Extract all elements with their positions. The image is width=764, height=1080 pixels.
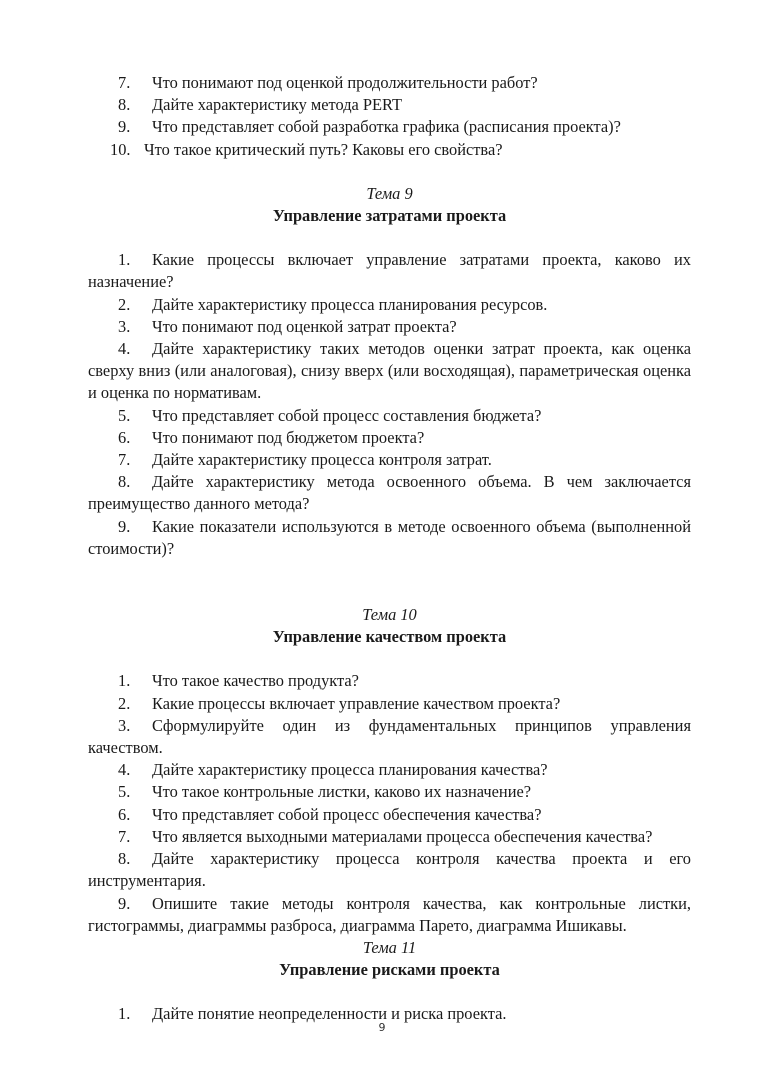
question-item bbox=[88, 94, 691, 116]
question-number: 8. bbox=[118, 849, 131, 869]
question-number: 1. bbox=[118, 250, 131, 270]
question-number: 5. bbox=[118, 782, 131, 802]
question-item bbox=[88, 670, 691, 692]
question-item bbox=[88, 471, 691, 515]
question-number: 1. bbox=[118, 671, 131, 691]
question-number: 7. bbox=[118, 73, 131, 92]
question-text: Что такое контрольные листки, каково их назначение? bbox=[152, 782, 532, 802]
question-number: 4. bbox=[118, 760, 131, 780]
question-number: 3. bbox=[118, 715, 131, 735]
question-number: 9. bbox=[118, 117, 131, 137]
question-text: Что является выходными материалами процесса обеспечения качества? bbox=[152, 826, 653, 846]
question-item bbox=[88, 893, 691, 937]
question-item bbox=[88, 249, 691, 293]
question-item bbox=[88, 294, 691, 316]
question-item bbox=[88, 449, 691, 471]
question-item bbox=[88, 715, 691, 759]
theme-title: Тема 11 bbox=[362, 937, 417, 957]
question-number: 8. bbox=[118, 95, 131, 115]
question-text: Дайте характеристику процесса контроля качества проекта и его инструментария. bbox=[88, 849, 691, 891]
question-text: Какие процессы включает управление затратами проекта, каково их назначение? bbox=[88, 250, 691, 292]
question-text: Дайте характеристику таких методов оценки затрат проекта, как оценка сверху вниз (или аналоговая), снизу вверх (или восходящая), параметрическая оценка и оценка по нормативам. bbox=[88, 339, 691, 403]
question-number: 7. bbox=[118, 450, 131, 470]
question-item bbox=[88, 826, 691, 848]
question-number: 5. bbox=[118, 405, 131, 425]
question-text: Дайте характеристику процесса планирования качества? bbox=[152, 760, 548, 780]
question-number: 6. bbox=[118, 427, 131, 447]
question-number: 9. bbox=[118, 893, 131, 913]
question-item bbox=[88, 693, 691, 715]
intro-question-list bbox=[88, 72, 691, 161]
question-text: Сформулируйте один из фундаментальных принципов управления качеством. bbox=[88, 715, 691, 758]
question-text: Что представляет собой разработка графика (расписания проекта)? bbox=[152, 117, 621, 137]
question-number: 7. bbox=[118, 826, 131, 846]
question-item bbox=[88, 516, 691, 560]
question-item bbox=[88, 804, 691, 826]
question-text: Дайте характеристику процесса планирования ресурсов. bbox=[152, 294, 548, 314]
question-item bbox=[88, 116, 691, 138]
document-page bbox=[88, 72, 691, 1026]
question-text: Какие показатели используются в методе освоенного объема (выполненной стоимости)? bbox=[88, 516, 691, 558]
question-item bbox=[88, 848, 691, 892]
question-number: 10. bbox=[110, 139, 131, 159]
question-number: 4. bbox=[118, 339, 131, 359]
question-item bbox=[88, 139, 691, 161]
theme-heading: Управление рисками проекта bbox=[279, 960, 500, 980]
question-item bbox=[88, 781, 691, 803]
question-item bbox=[88, 405, 691, 427]
question-number: 8. bbox=[118, 472, 131, 492]
question-number: 1. bbox=[118, 1004, 131, 1024]
question-number: 3. bbox=[118, 316, 131, 336]
question-item bbox=[88, 72, 691, 94]
question-item bbox=[88, 338, 691, 405]
question-number: 6. bbox=[118, 804, 131, 824]
question-text: Что понимают под бюджетом проекта? bbox=[152, 427, 425, 447]
question-text: Дайте характеристику метода освоенного объема. В чем заключается преимущество данного метода? bbox=[88, 472, 691, 514]
question-text: Что понимают под оценкой затрат проекта? bbox=[152, 316, 457, 336]
question-number: 2. bbox=[118, 294, 131, 314]
question-item bbox=[88, 316, 691, 338]
question-text: Дайте понятие неопределенности и риска проекта. bbox=[152, 1004, 507, 1024]
page-number: 9 bbox=[378, 1021, 386, 1034]
question-text: Что понимают под оценкой продолжительности работ? bbox=[152, 73, 538, 92]
question-text: Что представляет собой процесс составления бюджета? bbox=[152, 405, 542, 425]
question-text: Какие процессы включает управление качеством проекта? bbox=[152, 693, 561, 713]
theme-title: Тема 9 bbox=[366, 183, 413, 203]
question-number: 9. bbox=[118, 516, 131, 536]
question-text: Что такое критический путь? Каковы его свойства? bbox=[144, 139, 503, 159]
question-item bbox=[88, 427, 691, 449]
question-text: Дайте характеристику процесса контроля затрат. bbox=[152, 450, 492, 470]
question-text: Что такое качество продукта? bbox=[152, 671, 359, 691]
question-text: Что представляет собой процесс обеспечения качества? bbox=[152, 804, 542, 824]
section-theme-10 bbox=[88, 604, 691, 937]
section-theme-11 bbox=[88, 937, 691, 1026]
question-text: Опишите такие методы контроля качества, как контрольные листки, гистограммы, диаграммы разброса, диаграмма Парето, диаграмма Ишикавы. bbox=[88, 893, 691, 935]
question-number: 2. bbox=[118, 693, 131, 713]
section-theme-9 bbox=[88, 183, 691, 560]
theme-title: Тема 10 bbox=[362, 605, 417, 625]
theme-heading: Управление качеством проекта bbox=[272, 627, 507, 647]
question-text: Дайте характеристику метода PERT bbox=[152, 95, 402, 115]
question-item bbox=[88, 759, 691, 781]
theme-heading: Управление затратами проекта bbox=[272, 206, 507, 226]
